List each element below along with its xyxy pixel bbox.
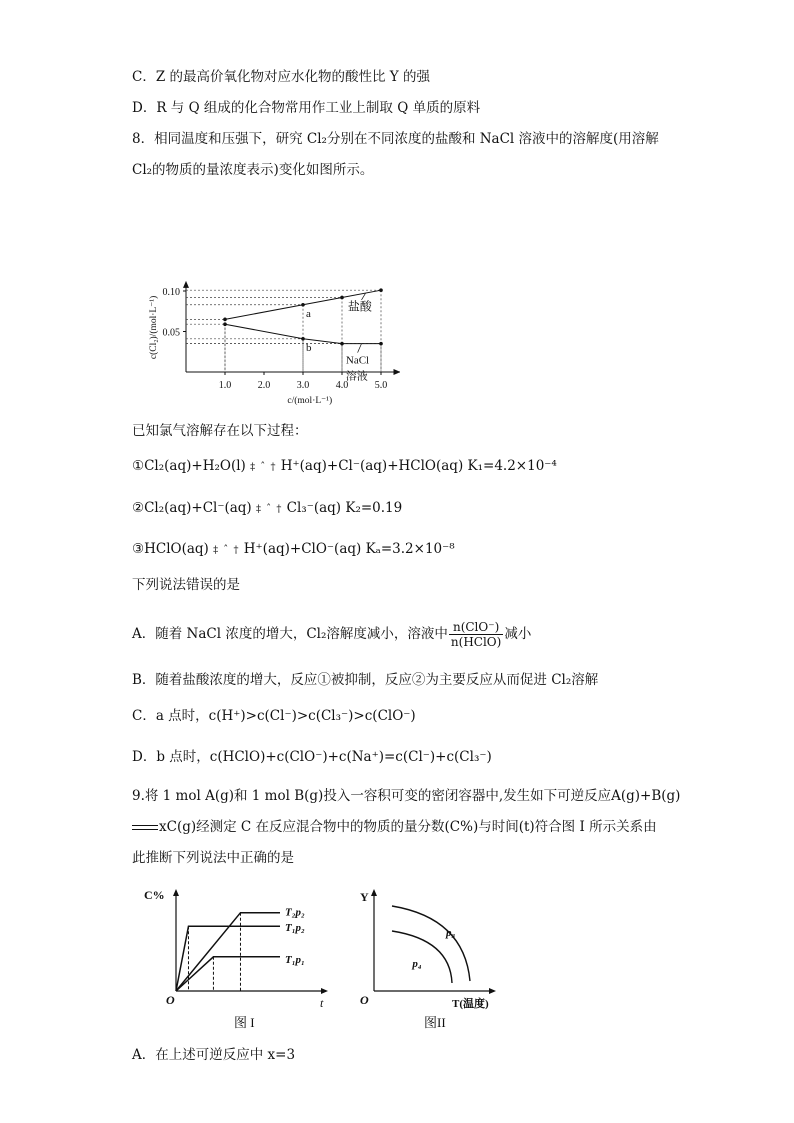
equation-1 xyxy=(132,456,557,478)
q8-option-b: B．随着盐酸浓度的增大，反应①被抑制，反应②为主要反应从而促进 Cl₂溶解 xyxy=(132,672,599,688)
q8-stem-line-2: Cl₂的物质的量浓度表示)变化如图所示。 xyxy=(132,162,374,178)
equation-1-right: H⁺(aq)+Cl⁻(aq)+HClO(aq) K₁=4.2×10⁻⁴ xyxy=(280,458,557,474)
y-axis-label: Y xyxy=(360,890,369,904)
equation-1-left: ①Cl₂(aq)+H₂O(l) xyxy=(132,458,246,474)
fraction-numerator: n(ClO⁻) xyxy=(449,620,503,635)
series-line-2 xyxy=(176,957,280,991)
y-axis-label: C% xyxy=(144,888,165,902)
x-tick-label: 4.0 xyxy=(335,380,349,391)
series-label: p₃ xyxy=(446,927,456,939)
figure-2-chart xyxy=(338,875,518,1035)
q8-option-a-post: 减小 xyxy=(504,626,532,642)
equation-3-right: H⁺(aq)+ClO⁻(aq) Kₐ=3.2×10⁻⁸ xyxy=(243,541,455,557)
x-tick-label: 1.0 xyxy=(218,380,232,391)
q9-option-a: A．在上述可逆反应中 x=3 xyxy=(132,1047,296,1063)
q8-option-c: C．a 点时，c(H⁺)>c(Cl⁻)>c(Cl₃⁻)>c(ClO⁻) xyxy=(132,708,416,724)
x-tick-label: 3.0 xyxy=(296,380,310,391)
equation-2-left: ②Cl₂(aq)+Cl⁻(aq) xyxy=(132,500,252,516)
x-axis-label: T(温度) xyxy=(452,998,489,1010)
q8-stem-line-1: 8．相同温度和压强下，研究 Cl₂分别在不同浓度的盐酸和 NaCl 溶液中的溶解度(用溶解 xyxy=(132,131,659,147)
y-axis-label: c(Cl₂)/(mol·L⁻¹) xyxy=(149,295,159,360)
figure-1-chart xyxy=(140,875,340,1035)
q7-option-c: C．Z 的最高价氧化物对应水化物的酸性比 Y 的强 xyxy=(132,69,430,85)
data-point xyxy=(379,288,383,292)
fraction-denominator: n(HClO) xyxy=(450,635,502,649)
figure-1-chart-body xyxy=(144,888,328,1030)
data-point xyxy=(223,318,227,322)
q8-option-a-pre: A．随着 NaCl 浓度的增大，Cl₂溶解度减小，溶液中 xyxy=(132,626,448,642)
data-point xyxy=(340,296,344,300)
equation-3 xyxy=(132,539,455,561)
figure-caption: 图II xyxy=(424,1015,446,1030)
series-line-0 xyxy=(176,913,280,991)
series-label: T₁p₁ xyxy=(285,953,305,966)
series-label: T₂p₂ xyxy=(285,906,305,919)
equilibrium-arrow-icon: ‡ ˆ † xyxy=(250,462,277,473)
series-label-nacl: 溶液 xyxy=(345,370,368,383)
q9-stem-line-2-text: xC(g)经测定 C 在反应混合物中的物质的量分数(C%)与时间(t)符合图 I 所示关系由 xyxy=(159,819,657,835)
x-axis-arrow-icon xyxy=(394,369,401,375)
series-label: p₄ xyxy=(412,958,422,970)
series-line-1 xyxy=(176,926,280,991)
figure-caption: 图 I xyxy=(234,1015,255,1030)
fraction xyxy=(449,620,503,649)
point-annotation: b xyxy=(306,341,312,354)
equation-2 xyxy=(132,498,402,520)
series-label-nacl: NaCl xyxy=(345,354,370,367)
origin-label: O xyxy=(360,993,369,1007)
q8-option-d: D．b 点时，c(HClO)+c(ClO⁻)+c(Na⁺)=c(Cl⁻)+c(Cl₃⁻) xyxy=(132,749,492,765)
x-axis-arrow-icon xyxy=(321,988,328,994)
origin-label: O xyxy=(166,993,175,1007)
solubility-chart-body xyxy=(148,281,400,406)
q8-option-a xyxy=(132,620,531,649)
equilibrium-arrow-icon: ‡ ˆ † xyxy=(256,504,283,515)
point-annotation: a xyxy=(306,307,311,320)
solubility-chart xyxy=(140,192,400,412)
y-axis-arrow-icon xyxy=(183,281,189,288)
known-processes: 已知氯气溶解存在以下过程： xyxy=(132,423,308,439)
y-axis-arrow-icon xyxy=(371,889,377,896)
y-tick-label: 0.10 xyxy=(162,287,180,298)
data-point xyxy=(379,342,383,346)
data-point xyxy=(301,303,305,307)
y-axis-arrow-icon xyxy=(173,889,179,896)
q9-stem-line-3: 此推断下列说法中正确的是 xyxy=(132,850,294,866)
reversible-arrow-icon xyxy=(132,824,158,832)
q9-stem-line-2 xyxy=(132,817,657,837)
equation-3-left: ③HClO(aq) xyxy=(132,541,209,557)
data-point xyxy=(301,337,305,341)
x-axis-label: t xyxy=(320,996,324,1010)
q9-stem-line-1: 9.将 1 mol A(g)和 1 mol B(g)投入一容积可变的密闭容器中,发生如下可逆反应A(g)+B(g) xyxy=(132,788,681,804)
series-label: T₁p₂ xyxy=(285,922,305,935)
series-curve-1 xyxy=(392,931,452,983)
equilibrium-arrow-icon: ‡ ˆ † xyxy=(213,545,240,556)
x-axis-label: c/(mol·L⁻¹) xyxy=(287,396,333,406)
q8-question: 下列说法错误的是 xyxy=(132,577,240,593)
data-point xyxy=(223,322,227,326)
equation-2-right: Cl₃⁻(aq) K₂=0.19 xyxy=(286,500,403,516)
x-axis-arrow-icon xyxy=(489,988,496,994)
q7-option-d: D．R 与 Q 组成的化合物常用作工业上制取 Q 单质的原料 xyxy=(132,100,481,116)
series-label-hcl: 盐酸 xyxy=(347,299,372,314)
y-tick-label: 0.05 xyxy=(162,327,180,339)
x-tick-label: 2.0 xyxy=(257,380,271,391)
x-tick-label: 5.0 xyxy=(374,380,388,391)
series-curve-0 xyxy=(392,906,470,981)
figure-2-chart-body xyxy=(360,889,496,1030)
data-point xyxy=(340,342,344,346)
label-leader xyxy=(358,344,362,353)
